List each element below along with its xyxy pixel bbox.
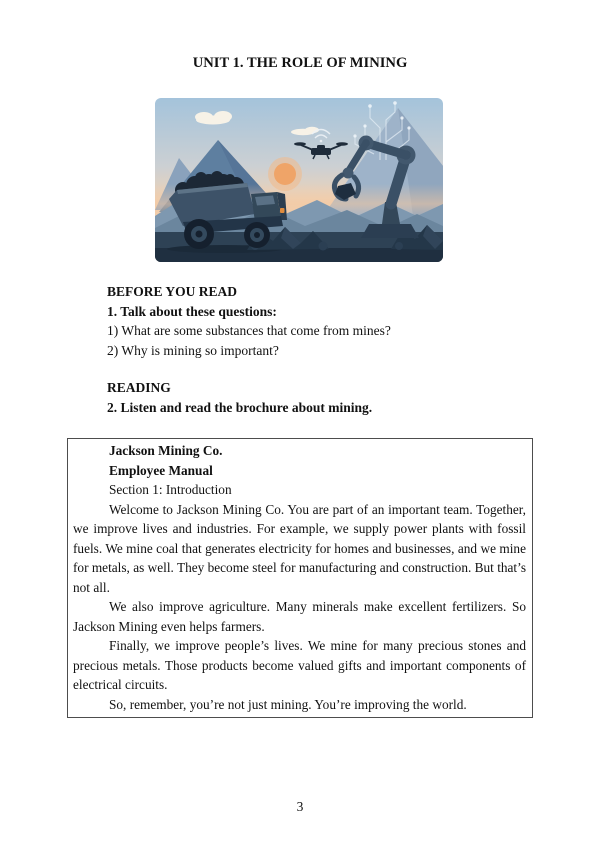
page-number: 3 <box>296 799 304 814</box>
task-1-instruction: 1. Talk about these questions: <box>107 303 277 319</box>
brochure-section-title: Section 1: Introduction <box>109 482 232 497</box>
mining-illustration <box>155 98 443 262</box>
question-1: 1) What are some substances that come from mines? <box>107 323 391 338</box>
mining-illustration-svg <box>155 98 443 262</box>
page-title: UNIT 1. THE ROLE OF MINING <box>192 55 408 71</box>
reading-section <box>107 378 535 417</box>
brochure-paragraph-3: Finally, we improve people’s lives. We mine for many precious stones and precious metals. Those products become valued gifts and important components of electrical circuits. <box>73 638 526 692</box>
brochure-company-name: Jackson Mining Co. <box>109 443 223 458</box>
question-2: 2) Why is mining so important? <box>107 342 279 358</box>
task-2-instruction: 2. Listen and read the brochure about mining. <box>107 399 373 415</box>
brochure-paragraph-2: We also improve agriculture. Many minerals make excellent fertilizers. So Jackson Mining even helps farmers. <box>73 599 526 634</box>
before-you-read-heading: BEFORE YOU READ <box>107 284 238 299</box>
reading-heading: READING <box>107 380 171 395</box>
brochure-paragraph-1: Welcome to Jackson Mining Co. You are part of an important team. Together, we improve lives and industries. For example, we supply power plants with fossil fuels. We mine coal that generates electricity for homes and businesses, and we mine for metals, as well. They become steel for manufacturing and construction. But that’s not all. <box>73 501 526 595</box>
before-you-read-section <box>107 282 535 360</box>
brochure-document-title: Employee Manual <box>109 462 213 478</box>
brochure-paragraph-4: So, remember, you’re not just mining. You’re improving the world. <box>109 696 467 712</box>
brochure-text-box <box>67 438 533 718</box>
